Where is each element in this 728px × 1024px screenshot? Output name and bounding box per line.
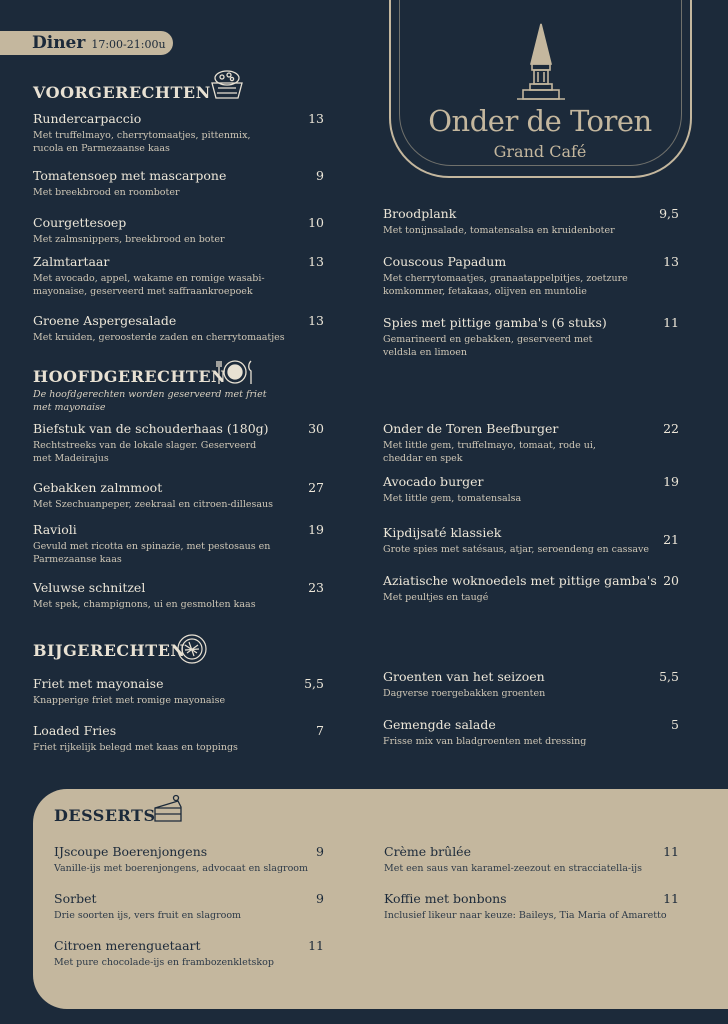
menu-item: Avocado burger Met little gem, tomatensalsa 19 bbox=[383, 474, 679, 504]
diner-time: 17:00-21:00u bbox=[91, 38, 166, 51]
section-title-desserts: DESSERTS bbox=[54, 806, 156, 825]
menu-item: Citroen merenguetaart Met pure chocolade-ijs en frambozenkletskop 11 bbox=[54, 938, 324, 968]
menu-item: Sorbet Drie soorten ijs, vers fruit en slagroom 9 bbox=[54, 891, 324, 921]
menu-item: Broodplank Met tonijnsalade, tomatensalsa en kruidenboter 9,5 bbox=[383, 206, 679, 236]
menu-item: Tomatensoep met mascarpone Met breekbrood en roomboter 9 bbox=[33, 168, 324, 198]
menu-item: Courgettesoep Met zalmsnippers, breekbrood en boter 10 bbox=[33, 215, 324, 245]
menu-item: Gebakken zalmmoot Met Szechuanpeper, zeekraal en citroen-dillesaus 27 bbox=[33, 480, 324, 510]
menu-item: Koffie met bonbons Inclusief likeur naar keuze: Baileys, Tia Maria of Amaretto 11 bbox=[384, 891, 679, 921]
menu-item: Ravioli Gevuld met ricotta en spinazie, met pestosaus en Parmezaanse kaas 19 bbox=[33, 522, 324, 565]
tower-icon bbox=[515, 22, 567, 102]
menu-item: Kipdijsaté klassiek Grote spies met satésaus, atjar, seroendeng en cassave 21 bbox=[383, 525, 679, 555]
menu-item: Couscous Papadum Met cherrytomaatjes, granaatappelpitjes, zoetzure komkommer, fetakaas, olijven en muntolie 13 bbox=[383, 254, 679, 297]
section-title-bijgerechten: BIJGERECHTEN bbox=[33, 641, 186, 660]
diner-header-tab bbox=[0, 31, 173, 55]
menu-item: Spies met pittige gamba's (6 stuks) Gemarineerd en gebakken, geserveerd met veldsla en limoen 11 bbox=[383, 315, 679, 358]
menu-item: Rundercarpaccio Met truffelmayo, cherrytomaatjes, pittenmix, rucola en Parmezaanse kaas 13 bbox=[33, 111, 324, 154]
menu-item: Groenten van het seizoen Dagverse roergebakken groenten 5,5 bbox=[383, 669, 679, 699]
menu-item: Groene Aspergesalade Met kruiden, geroosterde zaden en cherrytomaatjes 13 bbox=[33, 313, 324, 343]
section-title-voorgerechten: VOORGERECHTEN bbox=[33, 83, 211, 102]
menu-item: Biefstuk van de schouderhaas (180g) Rechtstreeks van de lokale slager. Geserveerd met Madeirajus 30 bbox=[33, 421, 324, 464]
bread-basket-icon bbox=[209, 68, 245, 102]
diner-label: Diner bbox=[32, 33, 86, 53]
menu-item: Friet met mayonaise Knapperige friet met romige mayonaise 5,5 bbox=[33, 676, 324, 706]
menu-item: Loaded Fries Friet rijkelijk belegd met kaas en toppings 7 bbox=[33, 723, 324, 753]
hoofdgerechten-note: De hoofdgerechten worden geserveerd met friet met mayonaise bbox=[33, 389, 267, 413]
section-title-hoofdgerechten: HOOFDGERECHTEN bbox=[33, 367, 227, 386]
menu-item: Gemengde salade Frisse mix van bladgroenten met dressing 5 bbox=[383, 717, 679, 747]
logo-name: Onder de Toren bbox=[428, 104, 652, 138]
menu-item: Veluwse schnitzel Met spek, champignons, ui en gesmolten kaas 23 bbox=[33, 580, 324, 610]
menu-item: Aziatische woknoedels met pittige gamba's Met peultjes en taugé 20 bbox=[383, 573, 679, 603]
logo-subtitle: Grand Café bbox=[493, 142, 587, 161]
menu-item: Crème brûlée Met een saus van karamel-zeezout en stracciatella-ijs 11 bbox=[384, 844, 679, 874]
plate-cutlery-icon bbox=[216, 358, 254, 386]
fries-plate-icon bbox=[176, 633, 208, 665]
cake-slice-icon bbox=[152, 794, 184, 824]
menu-item: Zalmtartaar Met avocado, appel, wakame en romige wasabi-mayonaise, geserveerd met saffraankroepoek 13 bbox=[33, 254, 324, 297]
menu-item: IJscoupe Boerenjongens Vanille-ijs met boerenjongens, advocaat en slagroom 9 bbox=[54, 844, 324, 874]
menu-item: Onder de Toren Beefburger Met little gem, truffelmayo, tomaat, rode ui, cheddar en spek 22 bbox=[383, 421, 679, 464]
